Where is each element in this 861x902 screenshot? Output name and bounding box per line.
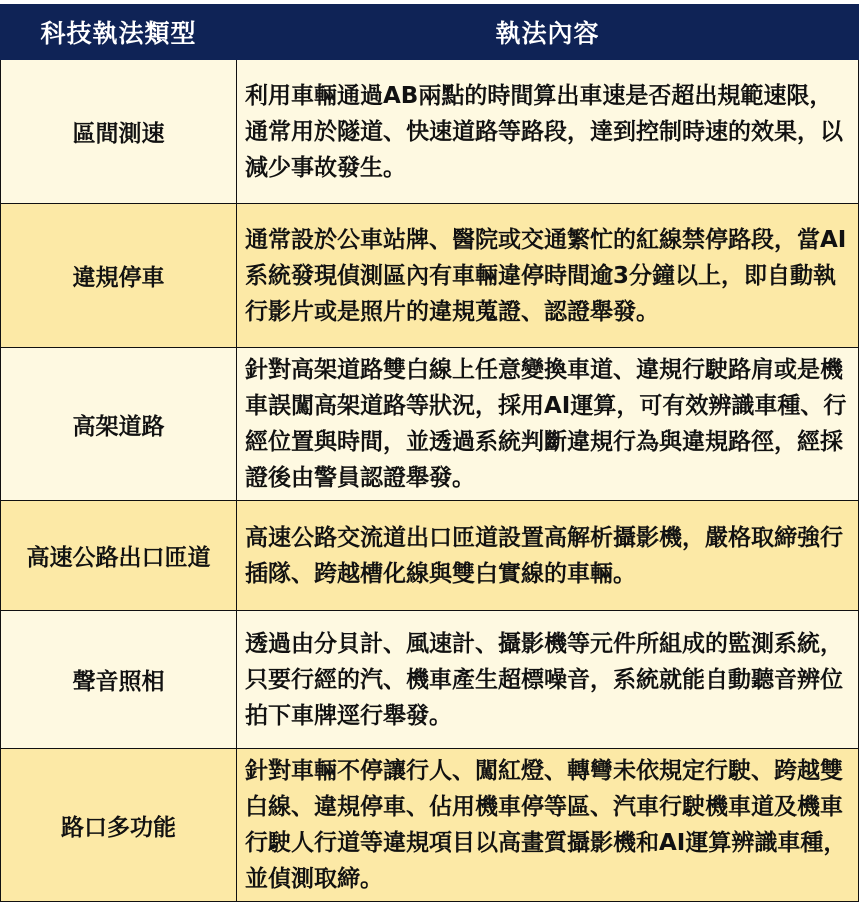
table-row xyxy=(1,749,859,902)
row-content: 針對車輛不停讓行人、闖紅燈、轉彎未依規定行駛、跨越雙白線、違規停車、佔用機車停等區、汽車行駛機車道及機車行駛人行道等違規項目以高畫質攝影機和AI運算辨識車種，並偵測取締。 xyxy=(237,749,859,902)
row-type: 區間測速 xyxy=(1,60,237,204)
row-type: 聲音照相 xyxy=(1,611,237,749)
row-type: 違規停車 xyxy=(1,204,237,348)
table-header-row xyxy=(1,5,859,60)
table-row xyxy=(1,348,859,501)
row-content: 透過由分貝計、風速計、攝影機等元件所組成的監測系統，只要行經的汽、機車產生超標噪音，系統就能自動聽音辨位拍下車牌逕行舉發。 xyxy=(237,611,859,749)
enforcement-table xyxy=(0,4,859,902)
header-type: 科技執法類型 xyxy=(1,5,237,60)
row-content: 針對高架道路雙白線上任意變換車道、違規行駛路肩或是機車誤闖高架道路等狀況，採用AI運算，可有效辨識車種、行經位置與時間，並透過系統判斷違規行為與違規路徑，經採證後由警員認證舉發。 xyxy=(237,348,859,501)
row-type: 高架道路 xyxy=(1,348,237,501)
header-content: 執法內容 xyxy=(237,5,859,60)
table-row xyxy=(1,501,859,611)
row-type: 高速公路出口匝道 xyxy=(1,501,237,611)
row-content: 通常設於公車站牌、醫院或交通繁忙的紅線禁停路段，當AI系統發現偵測區內有車輛違停時間逾3分鐘以上，即自動執行影片或是照片的違規蒐證、認證舉發。 xyxy=(237,204,859,348)
row-type: 路口多功能 xyxy=(1,749,237,902)
table-row xyxy=(1,60,859,204)
row-content: 利用車輛通過AB兩點的時間算出車速是否超出規範速限，通常用於隧道、快速道路等路段，達到控制時速的效果，以減少事故發生。 xyxy=(237,60,859,204)
table-row xyxy=(1,204,859,348)
row-content: 高速公路交流道出口匝道設置高解析攝影機，嚴格取締強行插隊、跨越槽化線與雙白實線的車輛。 xyxy=(237,501,859,611)
table-row xyxy=(1,611,859,749)
